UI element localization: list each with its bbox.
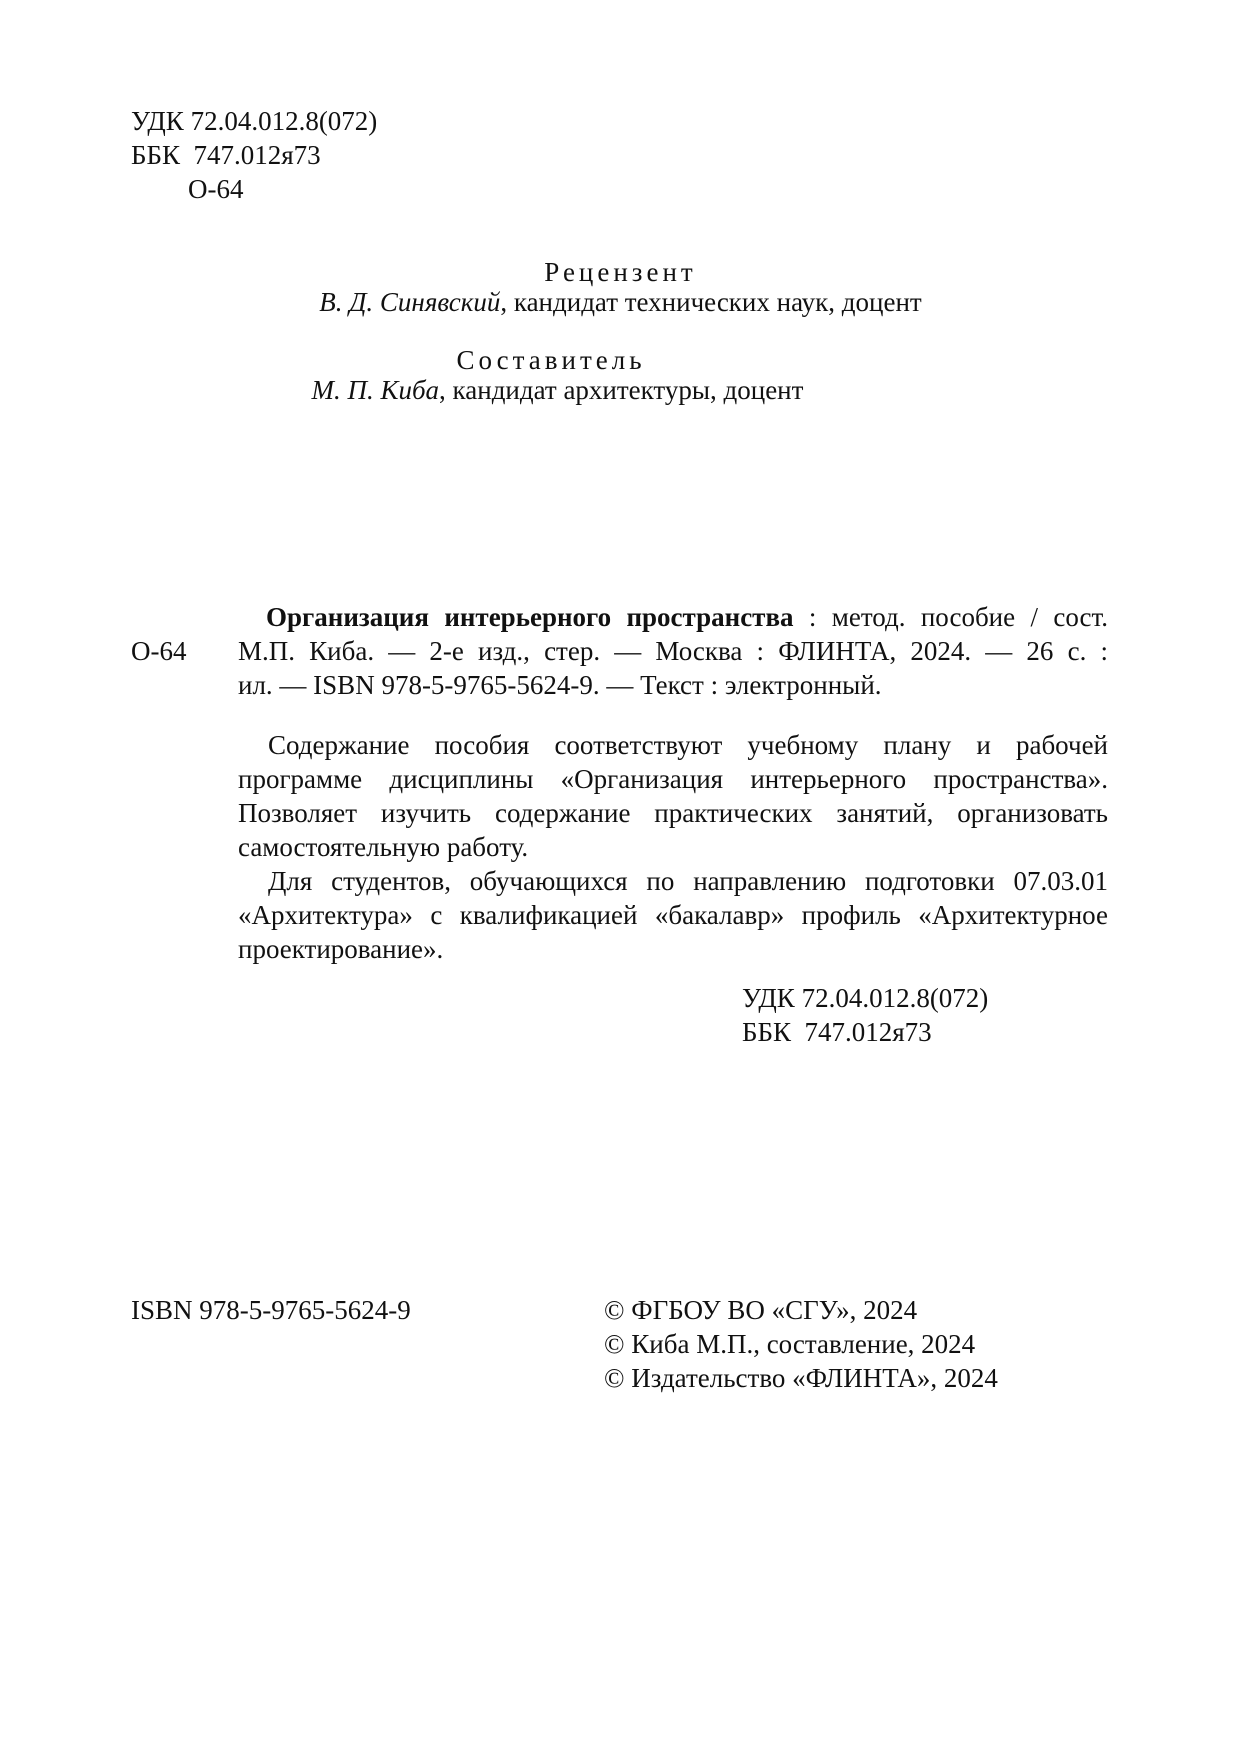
copyright-list <box>604 1293 998 1395</box>
record-line-2: М.П. Киба. — 2-е изд., стер. — Москва : ФЛИНТА, 2024. — 26 с. : <box>238 636 1108 666</box>
author-mark-top: О-64 <box>188 174 244 204</box>
bbk-code-top: ББК 747.012я73 <box>131 140 321 170</box>
compiler-credentials: , кандидат архитектуры, доцент <box>439 375 804 405</box>
record-line-3: ил. — ISBN 978-5-9765-5624-9. — Текст : электронный. <box>238 670 882 700</box>
reviewer-credentials: , кандидат технических наук, доцент <box>500 287 922 317</box>
author-mark-record: О-64 <box>131 636 187 666</box>
bibliographic-record <box>238 600 1108 702</box>
compiler-line <box>0 373 1115 407</box>
udk-code-top: УДК 72.04.012.8(072) <box>131 106 378 136</box>
udk-code-bottom: УДК 72.04.012.8(072) <box>742 983 989 1013</box>
annotation-paragraph-1: Содержание пособия соответствуют учебному плану и рабочей программе дисциплины «Организация интерьерного пространства». Позволяет изучить содержание практических занятий, организовать самостоятельную работу. <box>238 730 1108 862</box>
record-title: Организация интерьерного пространства <box>266 602 794 632</box>
compiler-heading: Составитель <box>456 345 646 375</box>
copyright-line: © ФГБОУ ВО «СГУ», 2024 <box>604 1295 918 1325</box>
bbk-code-bottom: ББК 747.012я73 <box>742 1017 932 1047</box>
reviewer-name: В. Д. Синявский <box>319 287 501 317</box>
compiler-name: М. П. Киба <box>311 375 440 405</box>
isbn: ISBN 978-5-9765-5624-9 <box>131 1295 411 1325</box>
record-line-1 <box>238 600 1108 634</box>
copyright-line: © Киба М.П., составление, 2024 <box>604 1329 976 1359</box>
reviewer-line <box>0 285 1241 319</box>
annotation-paragraph-2: Для студентов, обучающихся по направлению подготовки 07.03.01 «Архитектура» с квалификацией «бакалавр» профиль «Архитектурное проектирование». <box>238 866 1108 964</box>
copyright-line: © Издательство «ФЛИНТА», 2024 <box>604 1363 998 1393</box>
annotation <box>238 728 1108 966</box>
reviewer-heading: Рецензент <box>544 257 697 287</box>
record-line-1-rest: : метод. пособие / сост. <box>793 602 1108 632</box>
